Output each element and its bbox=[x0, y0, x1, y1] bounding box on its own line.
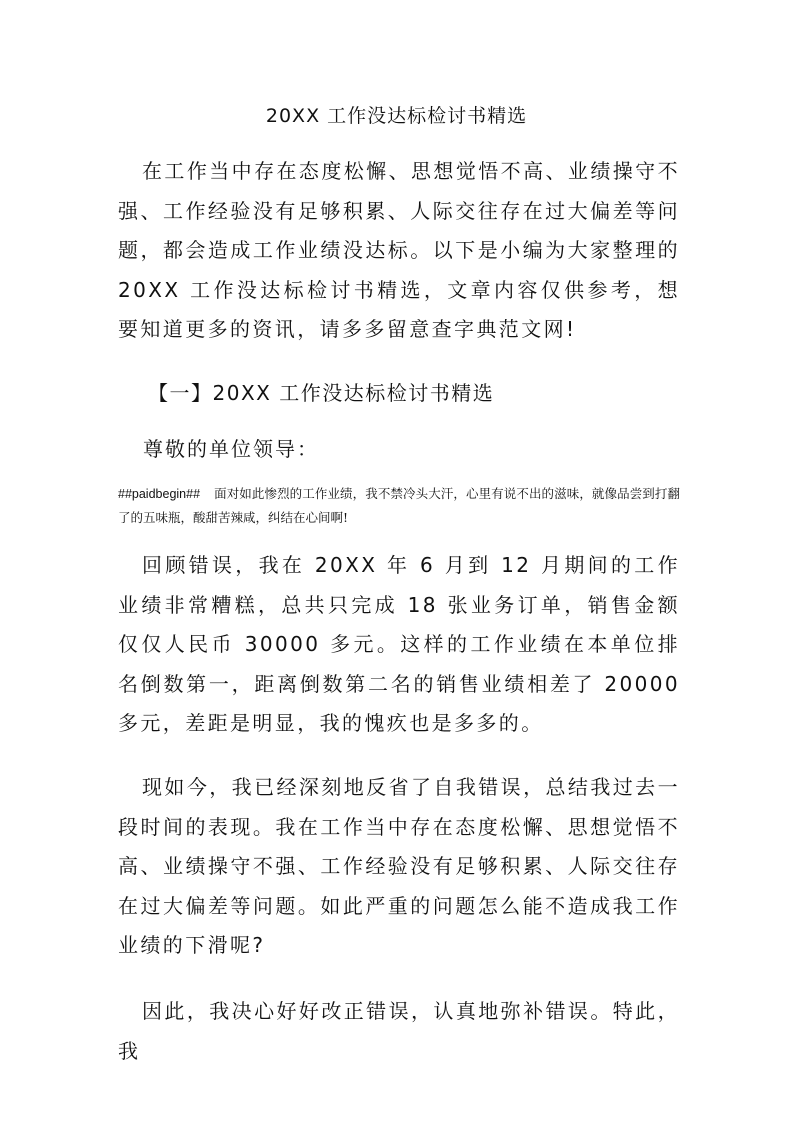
intro-paragraph: 在工作当中存在态度松懈、思想觉悟不高、业绩操守不强、工作经验没有足够积累、人际交往存在过大偏差等问题，都会造成工作业绩没达标。以下是小编为大家整理的 20XX 工作没达标检讨书精选，文章内容仅供参考，想要知道更多的资讯，请多多留意查字典范文网! bbox=[118, 159, 680, 341]
paid-marker: ##paidbegin## bbox=[118, 487, 201, 501]
small-paragraph bbox=[118, 482, 680, 529]
salutation: 尊敬的单位领导： bbox=[143, 437, 319, 461]
reflection-paragraph: 现如今，我已经深刻地反省了自我错误，总结我过去一段时间的表现。我在工作当中存在态度松懈、思想觉悟不高、业绩操守不强、工作经验没有足够积累、人际交往存在过大偏差等问题。如此严重的问题怎么能不造成我工作业绩的下滑呢? bbox=[118, 775, 680, 957]
review-paragraph: 回顾错误，我在 20XX 年 6 月到 12 月期间的工作业绩非常糟糕，总共只完成 18 张业务订单，销售金额仅仅人民币 30000 多元。这样的工作业绩在本单位排名倒数第一，距离倒数第二名的销售业绩相差了 20000 多元，差距是明显，我的愧疚也是多多的。 bbox=[118, 553, 680, 735]
document-title: 20XX 工作没达标检讨书精选 bbox=[265, 105, 528, 127]
section-heading: 【一】20XX 工作没达标检讨书精选 bbox=[148, 381, 495, 405]
resolve-paragraph: 因此，我决心好好改正错误，认真地弥补错误。特此，我 bbox=[118, 999, 680, 1063]
small-paragraph-text: 面对如此惨烈的工作业绩，我不禁冷头大汗，心里有说不出的滋味，就像品尝到打翻了的五味瓶，酸甜苦辣咸，纠结在心间啊! bbox=[118, 486, 680, 525]
